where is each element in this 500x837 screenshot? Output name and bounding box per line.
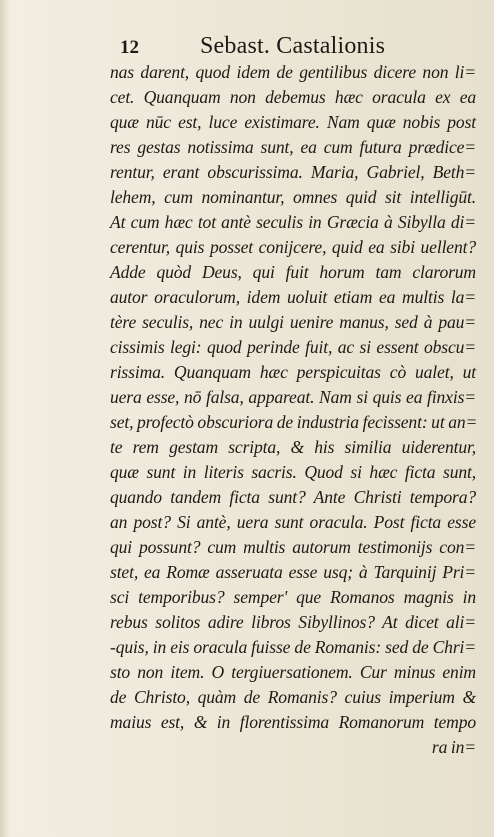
text-line: rebus solitos adire libros Sibyllinos? At dicet ali= — [110, 612, 476, 632]
body-text — [110, 60, 476, 760]
text-line: set, profectò obscuriora de industria fecissent: ut an= — [110, 412, 478, 432]
text-line: cerentur, quis posset conijcere, quid ea sibi uellent? — [110, 237, 476, 257]
text-line: cissimis legi: quod perinde fuit, ac si essent obscu= — [110, 337, 476, 357]
text-line: qui possunt? cum multis autorum testimonijs con= — [110, 537, 476, 557]
text-line: uera esse, nō falsa, appareat. Nam si quis ea finxis= — [110, 387, 476, 407]
text-line: quæ sunt in literis sacris. Quod si hæc ficta sunt, — [110, 462, 476, 482]
text-line: nas darent, quod idem de gentilibus dicere non li= — [110, 62, 476, 82]
text-line: quando tandem ficta sunt? Ante Christi tempora? — [110, 487, 476, 507]
text-line: cet. Quanquam non debemus hæc oracula ex ea — [110, 87, 476, 107]
text-line: res gestas notissima sunt, ea cum futura prædice= — [110, 137, 476, 157]
text-line: sci temporibus? semper' que Romanos magnis in — [110, 587, 476, 607]
text-line: an post? Si antè, uera sunt oracula. Post ficta esse — [110, 512, 476, 532]
text-line: -quis, in eis oracula fuisse de Romanis: sed de Chri= — [110, 637, 476, 657]
text-line: At cum hæc tot antè seculis in Græcia à Sibylla di= — [110, 212, 476, 232]
text-line: maius est, & in florentissima Romanorum tempo — [110, 712, 476, 732]
text-line: rissima. Quanquam hæc perspicuitas cò ualet, ut — [110, 362, 476, 382]
text-line: sto non item. O tergiuersationem. Cur minus enim — [110, 662, 476, 682]
text-line: lehem, cum nominantur, omnes quid sit intelligūt. — [110, 187, 476, 207]
text-line: autor oraculorum, idem uoluit etiam ea multis la= — [110, 287, 476, 307]
text-line: te rem gestam scripta, & his similia uiderentur, — [110, 437, 476, 457]
page-header — [0, 0, 500, 62]
text-line: Adde quòd Deus, qui fuit horum tam clarorum — [110, 262, 476, 282]
text-line: de Christo, quàm de Romanis? cuius imperium & — [110, 687, 476, 707]
text-line: quæ nūc est, luce existimare. Nam quæ nobis post — [110, 112, 476, 132]
text-line: rentur, erant obscurissima. Maria, Gabriel, Beth= — [110, 162, 476, 182]
text-line: stet, ea Romæ asseruata esse usq; à Tarquinij Pri= — [110, 562, 476, 582]
running-head: Sebast. Castalionis — [200, 33, 386, 59]
page-number: 12 — [120, 37, 139, 58]
catchword: ra in= — [431, 737, 476, 757]
text-line: tère seculis, nec in uulgi uenire manus, sed à pau= — [110, 312, 476, 332]
